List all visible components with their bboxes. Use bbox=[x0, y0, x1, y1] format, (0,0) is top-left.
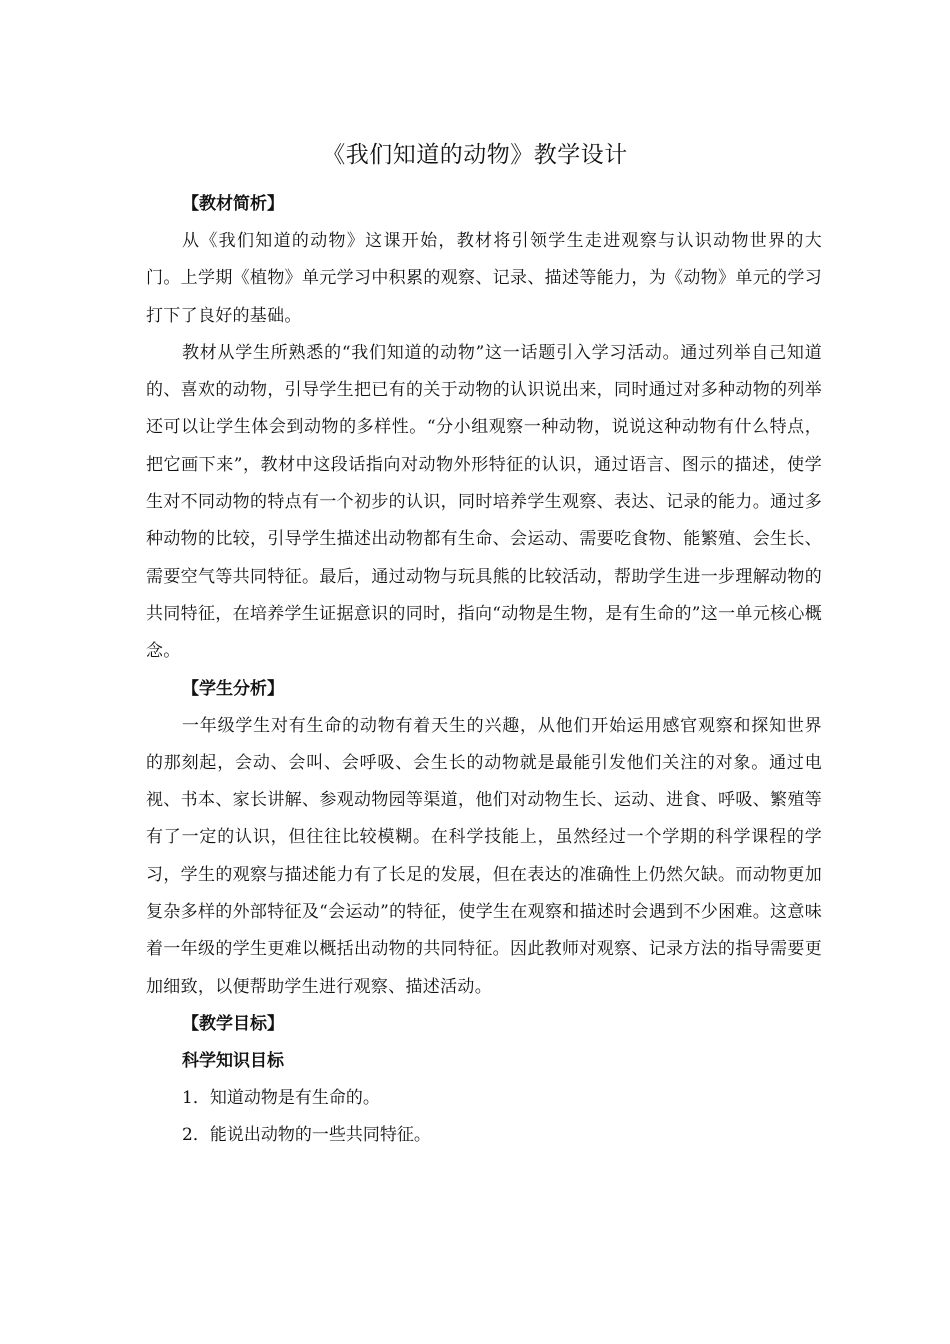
materials-paragraph-1: 从《我们知道的动物》这课开始，教材将引领学生走进观察与认识动物世界的大门。上学期《植物》单元学习中积累的观察、记录、描述等能力，为《动物》单元的学习打下了良好的基础。 bbox=[146, 231, 822, 326]
section-heading-goals: 【教学目标】 bbox=[182, 1013, 284, 1034]
goals-subheading-knowledge: 科学知识目标 bbox=[182, 1050, 284, 1071]
goal-item-1: 1．知道动物是有生命的。 bbox=[182, 1087, 380, 1108]
students-paragraph-1: 一年级学生对有生命的动物有着天生的兴趣，从他们开始运用感官观察和探知世界的那刻起，会动、会叫、会呼吸、会生长的动物就是最能引发他们关注的对象。通过电视、书本、家长讲解、参观动物园等渠道，他们对动物生长、运动、进食、呼吸、繁殖等有了一定的认识，但往往比较模糊。在科学技能上，虽然经过一个学期的科学课程的学习，学生的观察与描述能力有了长足的发展，但在表达的准确性上仍然欠缺。而动物更加复杂多样的外部特征及“会运动”的特征，使学生在观察和描述时会遇到不少困难。这意味着一年级的学生更难以概括出动物的共同特征。因此教师对观察、记录方法的指导需要更加细致，以便帮助学生进行观察、描述活动。 bbox=[146, 715, 822, 997]
materials-paragraph-2: 教材从学生所熟悉的“我们知道的动物”这一话题引入学习活动。通过列举自己知道的、喜欢的动物，引导学生把已有的关于动物的认识说出来，同时通过对多种动物的列举还可以让学生体会到动物的多样性。“分小组观察一种动物，说说这种动物有什么特点，把它画下来”，教材中这段话指向对动物外形特征的认识，通过语言、图示的描述，使学生对不同动物的特点有一个初步的认识，同时培养学生观察、表达、记录的能力。通过多种动物的比较，引导学生描述出动物都有生命、会运动、需要吃食物、能繁殖、会生长、需要空气等共同特征。最后，通过动物与玩具熊的比较活动，帮助学生进一步理解动物的共同特征，在培养学生证据意识的同时，指向“动物是生物，是有生命的”这一单元核心概念。 bbox=[146, 342, 822, 662]
section-heading-materials: 【教材简析】 bbox=[182, 194, 284, 214]
goal-item-2: 2．能说出动物的一些共同特征。 bbox=[182, 1125, 431, 1146]
section-heading-students: 【学生分析】 bbox=[182, 678, 284, 699]
document-title: 《我们知道的动物》教学设计 bbox=[322, 142, 628, 168]
document-body bbox=[146, 186, 822, 1155]
